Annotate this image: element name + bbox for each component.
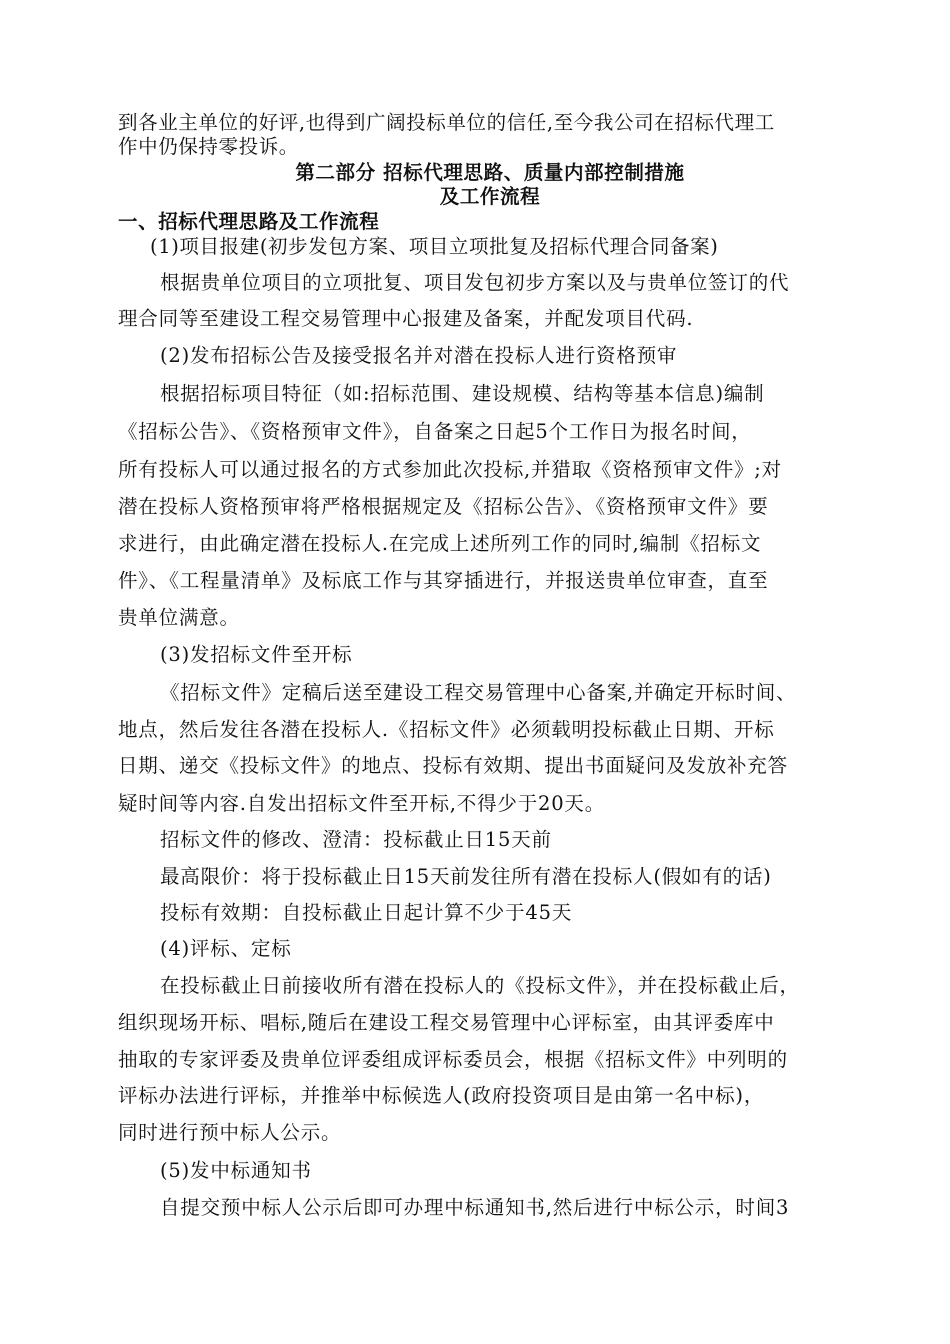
step1-para-line-2: 理合同等至建设工程交易管理中心报建及备案，并配发项目代码. <box>118 307 694 330</box>
step3-para-line-3: 日期、递交《投标文件》的地点、投标有效期、提出书面疑问及发放补充答 <box>118 754 788 777</box>
step3-para-line-4: 疑时间等内容.自发出招标文件至开标,不得少于20天。 <box>118 792 606 815</box>
step4-para-line-5: 同时进行预中标人公示。 <box>118 1121 342 1144</box>
step1-para-line-1: 根据贵单位项目的立项批复、项目发包初步方案以及与贵单位签订的代 <box>160 271 790 294</box>
step2-para-line-4: 潜在投标人资格预审将严格根据规定及《招标公告》、《资格预审文件》要 <box>118 495 769 518</box>
heading-1: 一、招标代理思路及工作流程 <box>118 210 380 233</box>
step3-title: (3)发招标文件至开标 <box>160 643 353 666</box>
section-title-line-2: 及工作流程 <box>439 185 541 208</box>
step4-para-line-4: 评标办法进行评标，并推举中标候选人(政府投资项目是由第一名中标)， <box>118 1084 765 1107</box>
step1-title: (1)项目报建(初步发包方案、项目立项批复及招标代理合同备案) <box>150 235 719 258</box>
intro-line-1: 到各业主单位的好评,也得到广阔投标单位的信任,至今我公司在招标代理工 <box>118 111 775 134</box>
step5-title: (5)发中标通知书 <box>160 1159 312 1182</box>
section-title-line-1: 第二部分 招标代理思路、质量内部控制措施 <box>295 161 685 184</box>
step2-para-line-2: 《招标公告》、《资格预审文件》，自备案之日起5个工作日为报名时间， <box>118 420 752 443</box>
step2-para-line-7: 贵单位满意。 <box>118 606 240 629</box>
intro-line-2: 作中仍保持零投诉。 <box>118 135 299 158</box>
step2-para-line-5: 求进行，由此确定潜在投标人.在完成上述所列工作的同时,编制《招标文 <box>118 532 762 555</box>
step4-title: (4)评标、定标 <box>160 937 292 960</box>
step4-para-line-3: 抽取的专家评委及贵单位评委组成评标委员会，根据《招标文件》中列明的 <box>118 1048 788 1071</box>
step2-para-line-1: 根据招标项目特征（如:招标范围、建设规模、结构等基本信息)编制 <box>160 382 765 405</box>
step2-title: (2)发布招标公告及接受报名并对潜在投标人进行资格预审 <box>160 344 678 367</box>
step4-para-line-2: 组织现场开标、唱标,随后在建设工程交易管理中心评标室，由其评委库中 <box>118 1011 775 1034</box>
step3-para-line-1: 《招标文件》定稿后送至建设工程交易管理中心备案,并确定开标时间、 <box>160 681 797 704</box>
step3-note-3: 投标有效期：自投标截止日起计算不少于45天 <box>160 901 573 924</box>
step5-para-line-1: 自提交预中标人公示后即可办理中标通知书,然后进行中标公示，时间3 <box>160 1196 790 1219</box>
step3-note-1: 招标文件的修改、澄清：投标截止日15天前 <box>160 828 552 851</box>
step2-para-line-3: 所有投标人可以通过报名的方式参加此次投标,并猎取《资格预审文件》;对 <box>118 458 782 481</box>
step2-para-line-6: 件》、《工程量清单》及标底工作与其穿插进行，并报送贵单位审查，直至 <box>118 569 769 592</box>
step4-para-line-1: 在投标截止日前接收所有潜在投标人的《投标文件》，并在投标截止后， <box>160 974 800 997</box>
step3-para-line-2: 地点，然后发往各潜在投标人.《招标文件》必须载明投标截止日期、开标 <box>118 718 775 741</box>
step3-note-2: 最高限价：将于投标截止日15天前发往所有潜在投标人(假如有的话) <box>160 865 772 888</box>
